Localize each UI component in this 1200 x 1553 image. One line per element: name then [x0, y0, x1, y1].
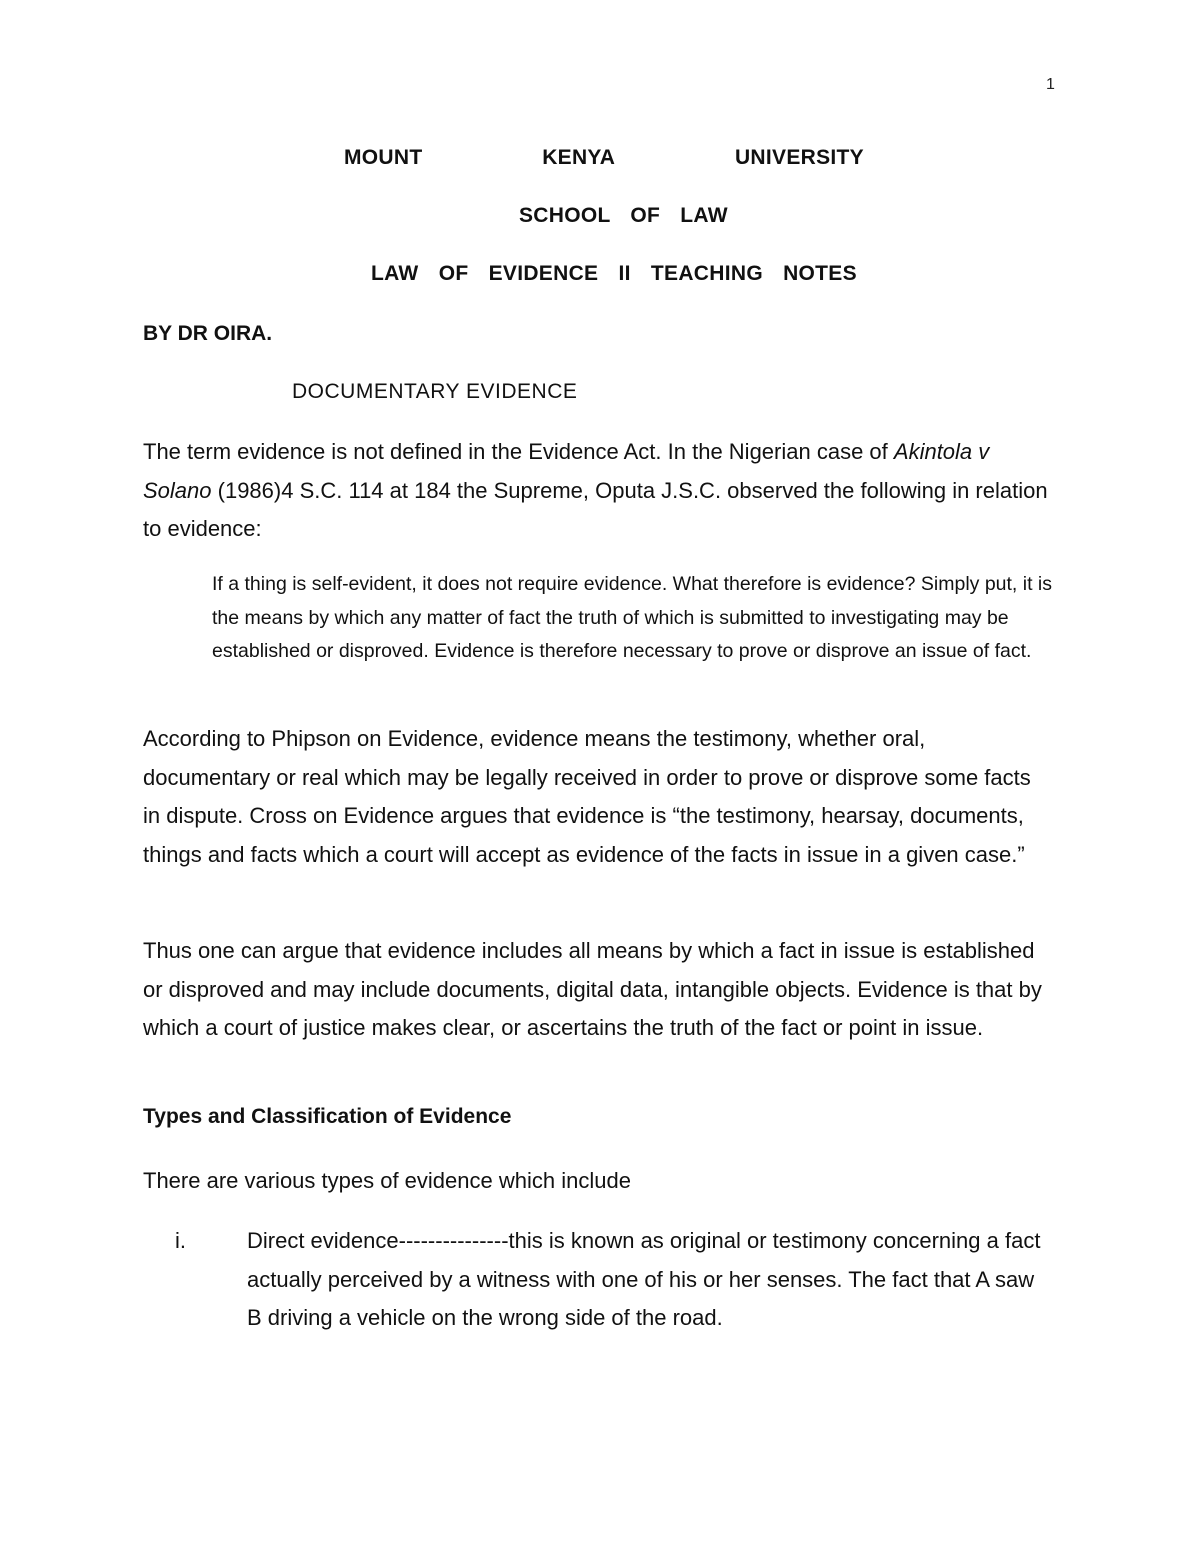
list-marker: i.: [175, 1228, 186, 1253]
course-title-text: LAW OF EVIDENCE II TEACHING NOTES: [371, 262, 857, 285]
paragraph-1-rest: (1986)4 S.C. 114 at 184 the Supreme, Oputa J.S.C. observed the following in relation to evidence:: [143, 477, 1048, 541]
block-quote: If a thing is self-evident, it does not require evidence. What therefore is evidence? Simply put, it is the means by which any matter of fact the truth of which is submitted to investigating may be established or disproved. Evidence is therefore necessary to prove or disprove an issue of fact.: [212, 573, 1053, 662]
paragraph-thus: Thus one can argue that evidence includes all means by which a fact in issue is established or disproved and may include documents, digital data, intangible objects. Evidence is that by which a court of justice makes clear, or ascertains the truth of the fact or point in issue.: [143, 938, 1042, 1040]
author-line: BY DR OIRA.: [143, 322, 273, 345]
paragraph-phipson: According to Phipson on Evidence, evidence means the testimony, whether oral, documentary or real which may be legally received in order to prove or disprove some facts in dispute. Cross on Evidence argues that evidence is “the testimony, hearsay, documents, things and facts which a court will accept as evidence of the facts in issue in a given case.”: [143, 726, 1031, 867]
list-item-text: Direct evidence---------------this is known as original or testimony concerning a fact actually perceived by a witness with one of his or her senses. The fact that A saw B driving a vehicle on the wrong side of the road.: [247, 1228, 1041, 1330]
subheading-types: Types and Classification of Evidence: [143, 1105, 512, 1128]
school-title-text: SCHOOL OF LAW: [519, 204, 728, 227]
title-word-university: UNIVERSITY: [734, 146, 864, 169]
course-title: [0, 262, 1200, 286]
page-number: 1: [1046, 76, 1055, 93]
school-title: [0, 204, 1200, 228]
paragraph-definition: [143, 433, 1053, 549]
paragraph-1-intro: The term evidence is not defined in the Evidence Act. In the Nigerian case of: [143, 439, 894, 464]
university-title: [344, 146, 864, 170]
section-heading: DOCUMENTARY EVIDENCE: [292, 380, 578, 403]
paragraph-types-intro: There are various types of evidence which include: [143, 1168, 631, 1193]
title-word-kenya: KENYA: [542, 146, 616, 169]
title-word-mount: MOUNT: [344, 146, 423, 169]
case-name: Akintola v Solano: [143, 439, 990, 503]
